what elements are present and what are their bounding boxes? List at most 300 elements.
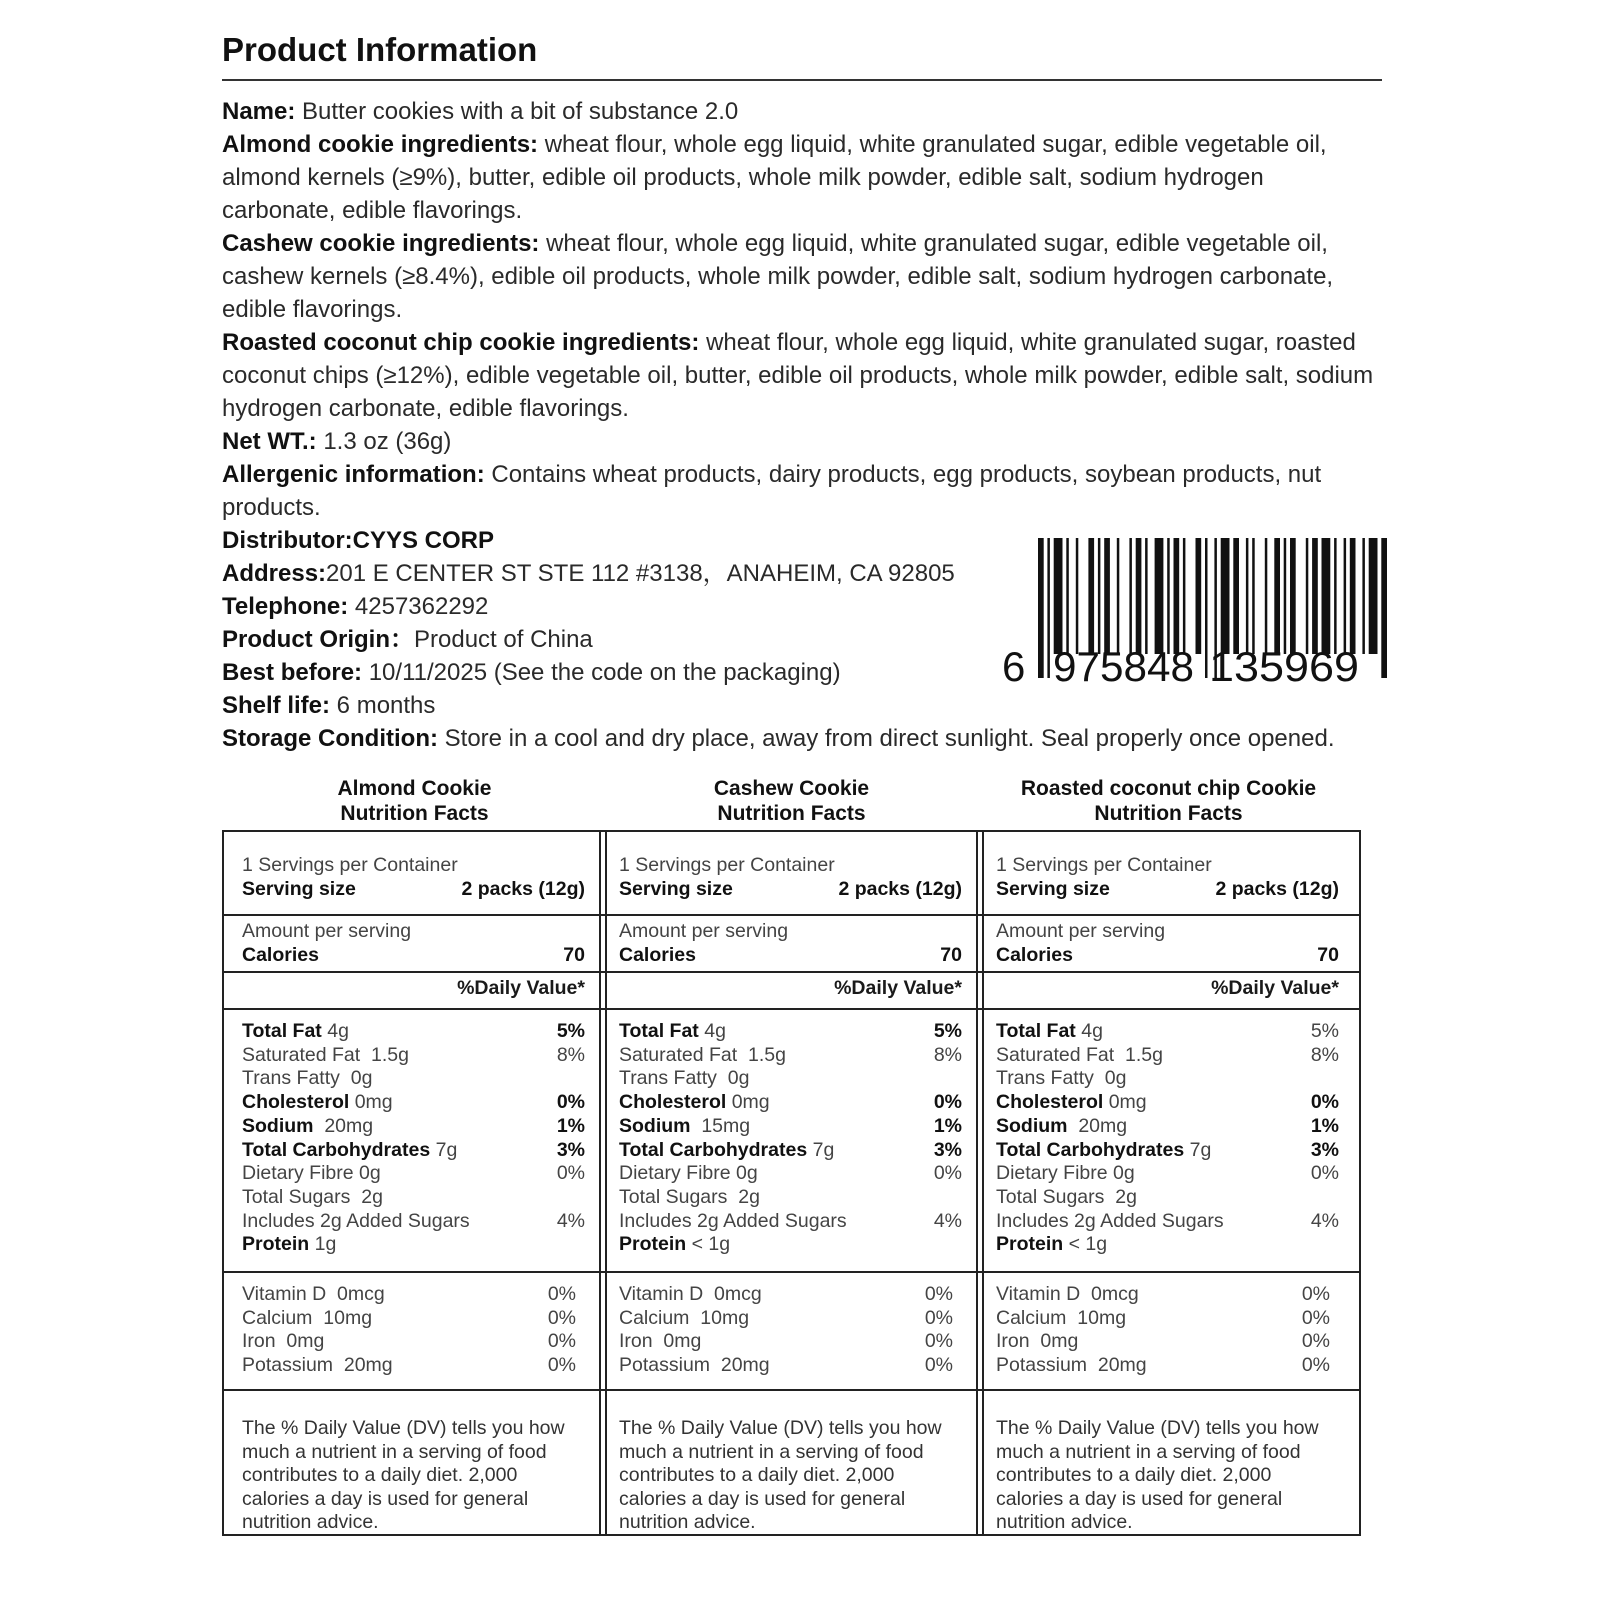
barcode [1002,538,1387,688]
servings-per-container: 1 Servings per Container [619,854,835,876]
nutrient-row [996,1115,1339,1139]
nutrient-name: Sodium [619,1114,691,1137]
nutrient-percent [922,1186,962,1210]
nutrition-facts-box [222,830,607,1536]
nutrient-name: Includes 2g Added Sugars [619,1209,847,1232]
info-label: Best before: [222,659,363,686]
vitamin-percent: 0% [547,1283,576,1305]
info-label: Almond cookie ingredients: [222,131,539,158]
nutrition-column-coconut [976,776,1361,1536]
barcode-bar [1047,538,1050,678]
nutrient-label [619,1162,758,1186]
barcode-bar [1312,538,1318,654]
barcode-bar [1145,538,1148,654]
calories-row [996,944,1339,968]
barcode-bar [1306,538,1309,654]
calories-label: Calories [619,943,696,966]
nutrient-percent: 5% [556,1020,585,1042]
info-coconut-ingredients [222,326,1382,425]
page-title: Product Information [222,31,538,68]
nutrient-label [242,1233,336,1257]
nutrient-percent: 0% [1310,1162,1339,1185]
nutrition-title-line2: Nutrition Facts [717,802,866,825]
barcode-bar [1290,538,1296,654]
vitamins-section [978,1273,1359,1391]
nutrient-row [619,1210,962,1234]
nutrient-label [996,1115,1127,1139]
nutrient-label [996,1139,1211,1163]
info-value: Product of China [414,626,593,653]
nutrient-amount: 0g [339,1067,373,1090]
nutrient-percent: 3% [933,1138,962,1161]
calories-section [601,916,982,973]
vitamin-percent: 0% [547,1306,576,1329]
nutrient-amount: 1.5g [1114,1043,1163,1066]
nutrient-row [242,1139,585,1163]
vitamin-percent: 0% [547,1330,576,1353]
barcode-graphic [1002,538,1387,688]
nutrient-percent: 0% [556,1162,585,1185]
nutrient-row [619,1139,962,1163]
nutrient-name: Cholesterol [242,1091,350,1114]
nutrient-percent: 3% [1310,1138,1339,1161]
nutrient-percent: 0% [933,1091,962,1114]
info-value: 4257362292 [348,593,489,620]
info-label: Telephone: [222,593,349,620]
nutrient-percent: 4% [556,1209,585,1232]
nutrient-label [619,1044,786,1068]
barcode-bar [1183,538,1186,654]
vitamins-section [224,1273,605,1391]
info-value: wheat flour, whole egg liquid, white granulated sugar, edible vegetable oil, cashew kernels (≥8.4%), edible oil products, whole milk powder, edible salt, sodium hydrogen carbonate, edible flavorings. [222,230,1334,323]
info-label: Storage Condition: [222,725,438,752]
nutrition-column-cashew [599,776,984,1536]
vitamin-name: Potassium 20mg [996,1354,1147,1377]
servings-per-container: 1 Servings per Container [242,854,458,876]
nutrient-label [242,1115,373,1139]
barcode-bar [1174,538,1180,654]
nutrient-label [996,1044,1163,1068]
barcode-bar [1205,538,1208,678]
nutrient-percent: 5% [933,1020,962,1042]
nutrient-amount: 0g [716,1067,750,1090]
nutrients-section [978,1010,1359,1273]
nutrient-amount: 20mg [1067,1114,1128,1137]
barcode-bar [1350,538,1356,654]
nutrient-percent: 4% [1310,1209,1339,1232]
nutrient-name: Trans Fatty [242,1067,340,1090]
calories-label: Calories [996,943,1073,966]
nutrient-name: Trans Fatty [996,1067,1094,1090]
nutrient-name: Total Sugars [619,1185,728,1208]
vitamin-percent: 0% [924,1306,953,1329]
nutrient-name: Cholesterol [996,1091,1104,1114]
daily-value-header: %Daily Value* [978,973,1359,1010]
nutrient-amount: 4g [1075,1020,1103,1042]
nutrient-percent: 1% [1310,1114,1339,1137]
nutrient-name: Total Sugars [242,1185,351,1208]
nutrient-percent: 3% [556,1138,585,1161]
nutrition-title [222,776,607,830]
vitamin-percent: 0% [1301,1330,1330,1353]
nutrient-label [242,1091,393,1115]
serving-size-row [996,878,1339,902]
nutrient-label [619,1233,730,1257]
nutrient-name: Saturated Fat [242,1043,361,1066]
barcode-digits-right: 135969 [1209,643,1359,688]
barcode-bar [1284,538,1287,654]
nutrient-amount: 0g [1107,1162,1135,1185]
nutrient-name: Total Carbohydrates [619,1138,808,1161]
nutrient-percent [545,1067,585,1091]
nutrient-amount: < 1g [1063,1233,1108,1256]
nutrient-row [619,1020,962,1044]
nutrient-name: Protein [996,1233,1064,1256]
nutrient-row [996,1067,1339,1091]
barcode-bar [1129,538,1132,654]
vitamin-percent: 0% [924,1330,953,1353]
product-info-sheet [222,28,1382,1568]
vitamin-row [996,1330,1339,1354]
nutrient-amount: 7g [807,1138,835,1161]
nutrient-label [242,1067,372,1091]
nutrient-label [996,1186,1137,1210]
info-label: Product Origin： [222,626,414,653]
vitamin-row [242,1307,585,1331]
vitamin-percent: 0% [924,1354,953,1377]
nutrient-percent [545,1186,585,1210]
daily-value-header: %Daily Value* [224,973,605,1010]
serving-size-label: Serving size [619,877,733,900]
nutrient-amount: 4g [321,1020,349,1042]
nutrient-name: Dietary Fibre [242,1162,354,1185]
nutrient-name: Total Carbohydrates [996,1138,1185,1161]
nutrient-label [242,1210,470,1234]
nutrient-percent: 0% [933,1162,962,1185]
info-allergens [222,458,1382,524]
barcode-bar [1265,538,1268,654]
vitamin-name: Calcium 10mg [619,1306,750,1329]
nutrient-name: Cholesterol [619,1091,727,1114]
nutrient-amount: 7g [430,1138,458,1161]
info-storage [222,722,1382,755]
nutrient-percent: 5% [1310,1020,1339,1042]
nutrient-row [242,1020,585,1044]
barcode-bar [1038,538,1044,678]
nutrient-label [619,1115,750,1139]
nutrient-row [996,1233,1339,1257]
nutrient-name: Total Fat [619,1020,699,1042]
barcode-bar [1246,538,1249,654]
nutrient-label [242,1139,457,1163]
nutrient-row [619,1233,962,1257]
vitamin-row [242,1330,585,1354]
nutrient-amount: 0g [730,1162,758,1185]
nutrient-percent: 8% [1310,1043,1339,1066]
info-value: Store in a cool and dry place, away from direct sunlight. Seal properly once opened. [437,725,1335,752]
serving-size-value: 2 packs (12g) [1215,877,1339,900]
nutrient-row [996,1162,1339,1186]
nutrient-percent: 8% [933,1043,962,1066]
nutrient-row [996,1139,1339,1163]
nutrient-name: Dietary Fibre [619,1162,731,1185]
nutrient-amount: 1.5g [737,1043,786,1066]
nutrient-amount: 7g [1184,1138,1212,1161]
nutrient-name: Total Fat [996,1020,1076,1042]
vitamin-name: Vitamin D 0mcg [619,1283,762,1305]
calories-row [619,944,962,968]
calories-row [242,944,585,968]
vitamin-percent: 0% [1301,1354,1330,1377]
barcode-bar [1252,538,1255,654]
info-label: Shelf life: [222,692,331,719]
amount-per-serving: Amount per serving [996,920,1166,942]
barcode-bar [1054,538,1063,654]
barcode-bar [1136,538,1142,654]
nutrient-amount: 0g [1093,1067,1127,1090]
nutrient-label [996,1091,1147,1115]
nutrient-percent [922,1067,962,1091]
calories-value: 70 [563,943,585,966]
info-name [222,95,1382,128]
nutrient-percent: 0% [556,1091,585,1114]
nutrition-title [976,776,1361,830]
nutrition-column-almond [222,776,607,1536]
info-label: Address: [222,560,327,587]
nutrient-row [619,1044,962,1068]
barcode-bar [1104,538,1110,654]
nutrient-label [619,1020,726,1044]
amount-per-serving: Amount per serving [619,920,789,942]
servings-per-container: 1 Servings per Container [996,854,1212,876]
calories-value: 70 [1317,943,1339,966]
info-label: Name: [222,98,296,125]
nutrient-amount: 2g [1104,1185,1137,1208]
nutrient-name: Total Carbohydrates [242,1138,431,1161]
barcode-bar [1322,538,1331,654]
nutrient-row [996,1186,1339,1210]
info-shelf-life [222,689,1382,722]
barcode-bar [1098,538,1101,654]
nutrient-label [242,1044,409,1068]
nutrient-amount: 0mg [349,1091,393,1114]
nutrient-label [996,1020,1103,1044]
nutrient-row [996,1020,1339,1044]
nutrient-row [242,1162,585,1186]
nutrient-percent [1299,1067,1339,1091]
barcode-bar [1117,538,1120,654]
nutrition-title-line2: Nutrition Facts [340,802,489,825]
barcode-bar [1066,538,1069,654]
nutrition-title-line1: Roasted coconut chip Cookie [1020,777,1317,800]
nutrient-amount: 0g [353,1162,381,1185]
nutrient-percent: 8% [556,1043,585,1066]
nutrient-amount: 1.5g [360,1043,409,1066]
nutrient-amount: 4g [698,1020,726,1042]
title-divider [222,79,1382,81]
serving-size-value: 2 packs (12g) [838,877,962,900]
nutrient-name: Protein [619,1233,687,1256]
vitamin-name: Calcium 10mg [242,1306,373,1329]
nutrient-label [996,1210,1224,1234]
nutrient-row [242,1091,585,1115]
nutrient-name: Trans Fatty [619,1067,717,1090]
barcode-bar [1196,538,1202,654]
nutrient-row [996,1210,1339,1234]
nutrient-row [996,1044,1339,1068]
nutrient-label [242,1162,381,1186]
serving-section [224,832,605,916]
serving-size-label: Serving size [996,877,1110,900]
nutrient-percent [1299,1233,1339,1257]
nutrient-name: Includes 2g Added Sugars [242,1209,470,1232]
nutrient-row [242,1044,585,1068]
nutrient-label [619,1210,847,1234]
vitamins-section [601,1273,982,1391]
nutrient-name: Saturated Fat [996,1043,1115,1066]
nutrition-title-line1: Almond Cookie [337,777,492,800]
info-value: Contains wheat products, dairy products, egg products, soybean products, nut products. [222,461,1322,521]
barcode-bar [1381,538,1387,678]
barcode-bar [1167,538,1170,654]
nutrient-label [619,1186,760,1210]
info-net-weight [222,425,1382,458]
nutrient-row [242,1186,585,1210]
nutrition-title-line1: Cashew Cookie [713,777,870,800]
info-value: 6 months [330,692,436,719]
nutrient-label [996,1162,1135,1186]
info-label: Net WT.: [222,428,317,455]
nutrient-name: Total Fat [242,1020,322,1042]
vitamin-name: Iron 0mg [996,1330,1079,1353]
nutrient-amount: < 1g [686,1233,731,1256]
barcode-bar [1344,538,1347,654]
vitamin-name: Iron 0mg [242,1330,325,1353]
daily-value-note: The % Daily Value (DV) tells you how much a nutrient in a serving of food contributes to a daily diet. 2,000 calories a day is used for general nutrition advice. [619,1417,942,1533]
nutrient-label [242,1020,349,1044]
vitamin-row [242,1283,585,1307]
barcode-bar [1274,538,1280,654]
barcode-bar [1221,538,1230,654]
nutrient-amount: 15mg [690,1114,751,1137]
nutrient-label [996,1067,1126,1091]
vitamin-name: Iron 0mg [619,1330,702,1353]
daily-value-header: %Daily Value* [601,973,982,1010]
nutrient-name: Total Sugars [996,1185,1105,1208]
vitamin-row [619,1330,962,1354]
nutrient-amount: 0mg [726,1091,770,1114]
nutrient-percent: 1% [933,1114,962,1137]
vitamin-name: Potassium 20mg [242,1354,393,1377]
nutrient-label [619,1139,834,1163]
info-label: Cashew cookie ingredients: [222,230,540,257]
calories-section [224,916,605,973]
nutrient-name: Sodium [996,1114,1068,1137]
nutrient-name: Includes 2g Added Sugars [996,1209,1224,1232]
barcode-digits-left: 975848 [1053,643,1194,688]
nutrient-row [619,1186,962,1210]
nutrition-title [599,776,984,830]
nutrient-percent [545,1233,585,1257]
nutrient-row [996,1091,1339,1115]
nutrient-label [996,1233,1107,1257]
info-label: Roasted coconut chip cookie ingredients: [222,329,700,356]
nutrition-facts-box [976,830,1361,1536]
nutrient-percent: 1% [556,1114,585,1137]
nutrient-name: Saturated Fat [619,1043,738,1066]
vitamin-name: Potassium 20mg [619,1354,770,1377]
nutrient-percent [1299,1186,1339,1210]
info-value: 201 E CENTER ST STE 112 #3138，ANAHEIM, CA 92805 [326,560,955,587]
barcode-bar [1155,538,1164,654]
info-value: Butter cookies with a bit of substance 2.0 [295,98,739,125]
nutrition-facts-box [599,830,984,1536]
barcode-bar [1233,538,1239,654]
nutrient-row [242,1210,585,1234]
vitamin-row [619,1354,962,1378]
info-label: Allergenic information: [222,461,485,488]
barcode-bar [1362,538,1365,654]
vitamin-percent: 0% [547,1354,576,1377]
info-almond-ingredients [222,128,1382,227]
barcode-digit-first: 6 [1002,643,1026,688]
vitamin-name: Vitamin D 0mcg [996,1283,1139,1305]
nutrient-percent: 4% [933,1209,962,1232]
vitamin-row [619,1283,962,1307]
nutrient-name: Sodium [242,1114,314,1137]
nutrient-row [619,1115,962,1139]
vitamin-row [996,1354,1339,1378]
vitamin-percent: 0% [1301,1306,1330,1329]
serving-size-value: 2 packs (12g) [461,877,585,900]
nutrients-section [224,1010,605,1273]
vitamin-row [996,1307,1339,1331]
nutrient-row [619,1162,962,1186]
barcode-bar [1088,538,1094,654]
nutrient-amount: 2g [727,1185,760,1208]
info-cashew-ingredients [222,227,1382,326]
serving-size-row [242,878,585,902]
info-value: 1.3 oz (36g) [316,428,452,455]
serving-size-label: Serving size [242,877,356,900]
nutrient-amount: 2g [350,1185,383,1208]
vitamin-name: Vitamin D 0mcg [242,1283,385,1305]
serving-section [978,832,1359,916]
barcode-bar [1369,538,1378,654]
nutrient-row [242,1233,585,1257]
nutrient-amount: 1g [309,1233,337,1256]
vitamin-row [242,1354,585,1378]
info-value: 10/11/2025 (See the code on the packaging) [362,659,841,686]
calories-label: Calories [242,943,319,966]
nutrient-row [619,1067,962,1091]
daily-value-note: The % Daily Value (DV) tells you how much a nutrient in a serving of food contributes to a daily diet. 2,000 calories a day is used for general nutrition advice. [242,1417,565,1533]
vitamin-row [996,1283,1339,1307]
nutrient-name: Protein [242,1233,310,1256]
nutrients-section [601,1010,982,1273]
vitamin-name: Calcium 10mg [996,1306,1127,1329]
nutrient-label [619,1091,770,1115]
serving-section [601,832,982,916]
barcode-bar [1076,538,1079,654]
barcode-bar [1334,538,1337,654]
nutrient-row [242,1115,585,1139]
info-value: wheat flour, whole egg liquid, white granulated sugar, roasted coconut chips (≥12%), edible vegetable oil, butter, edible oil products, whole milk powder, edible salt, sodium hydrogen carbonate, edible flavorings. [222,329,1374,422]
vitamin-row [619,1307,962,1331]
nutrient-row [619,1091,962,1115]
nutrient-label [619,1067,749,1091]
nutrient-percent: 0% [1310,1091,1339,1114]
